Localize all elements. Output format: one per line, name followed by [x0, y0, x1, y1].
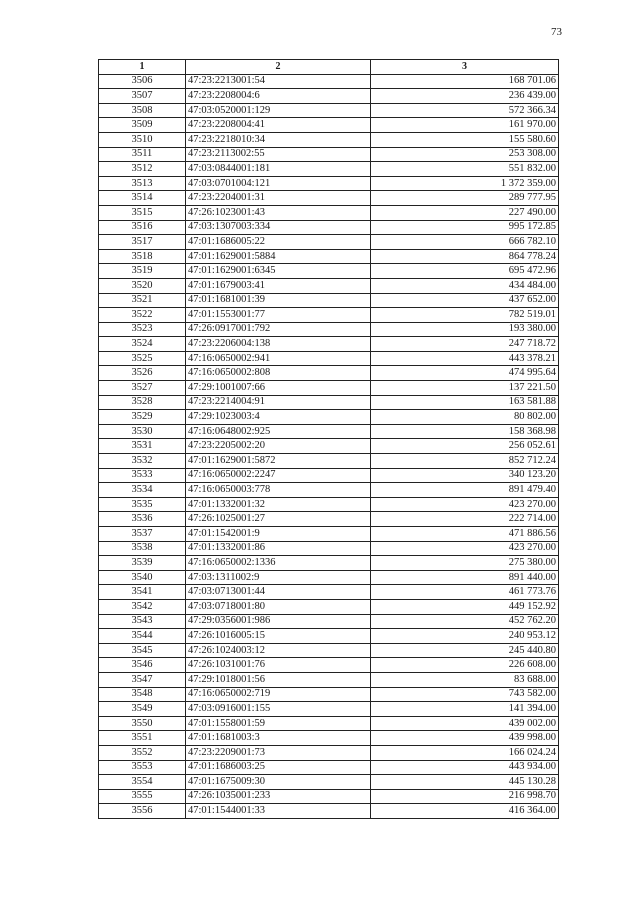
cadastral-value-cell: 572 366.34	[371, 103, 559, 118]
cadastral-number-cell: 47:29:1001007:66	[186, 381, 371, 396]
row-number-cell: 3555	[99, 789, 186, 804]
cadastral-value-cell: 275 380.00	[371, 556, 559, 571]
cadastral-value-cell: 253 308.00	[371, 147, 559, 162]
cadastral-value-cell: 891 479.40	[371, 483, 559, 498]
table-row	[99, 176, 559, 191]
cadastral-number-cell: 47:01:1686003:25	[186, 760, 371, 775]
row-number-cell: 3542	[99, 599, 186, 614]
table-row	[99, 585, 559, 600]
cadastral-value-cell: 1 372 359.00	[371, 176, 559, 191]
cadastral-number-cell: 47:03:1307003:334	[186, 220, 371, 235]
row-number-cell: 3512	[99, 162, 186, 177]
cadastral-value-cell: 236 439.00	[371, 89, 559, 104]
table-row	[99, 424, 559, 439]
cadastral-value-cell: 551 832.00	[371, 162, 559, 177]
cadastral-value-cell: 240 953.12	[371, 629, 559, 644]
table-body	[99, 74, 559, 818]
cadastral-number-cell: 47:01:1681003:3	[186, 731, 371, 746]
table-row	[99, 527, 559, 542]
table-row	[99, 264, 559, 279]
table-row	[99, 205, 559, 220]
cadastral-value-cell: 416 364.00	[371, 804, 559, 819]
cadastral-value-cell: 83 688.00	[371, 672, 559, 687]
cadastral-number-cell: 47:01:1629001:5884	[186, 249, 371, 264]
cadastral-number-cell: 47:16:0650002:941	[186, 351, 371, 366]
row-number-cell: 3535	[99, 497, 186, 512]
column-header-cadastral-number: 2	[186, 60, 371, 75]
cadastral-value-cell: 222 714.00	[371, 512, 559, 527]
cadastral-value-cell: 155 580.60	[371, 132, 559, 147]
row-number-cell: 3547	[99, 672, 186, 687]
cadastral-value-cell: 80 802.00	[371, 410, 559, 425]
cadastral-number-cell: 47:26:1031001:76	[186, 658, 371, 673]
cadastral-value-cell: 226 608.00	[371, 658, 559, 673]
table-row	[99, 760, 559, 775]
cadastral-number-cell: 47:01:1332001:32	[186, 497, 371, 512]
cadastral-value-cell: 852 712.24	[371, 454, 559, 469]
table-row	[99, 351, 559, 366]
table-row	[99, 74, 559, 89]
cadastral-number-cell: 47:26:0917001:792	[186, 322, 371, 337]
table-row	[99, 541, 559, 556]
table-row	[99, 658, 559, 673]
cadastral-value-cell: 864 778.24	[371, 249, 559, 264]
cadastral-number-cell: 47:01:1675009:30	[186, 775, 371, 790]
cadastral-value-cell: 245 440.80	[371, 643, 559, 658]
cadastral-number-cell: 47:03:0844001:181	[186, 162, 371, 177]
cadastral-value-cell: 423 270.00	[371, 541, 559, 556]
cadastral-value-cell: 782 519.01	[371, 308, 559, 323]
row-number-cell: 3538	[99, 541, 186, 556]
row-number-cell: 3548	[99, 687, 186, 702]
cadastral-value-cell: 666 782.10	[371, 235, 559, 250]
cadastral-value-cell: 695 472.96	[371, 264, 559, 279]
cadastral-value-cell: 443 378.21	[371, 351, 559, 366]
cadastral-value-cell: 995 172.85	[371, 220, 559, 235]
cadastral-number-cell: 47:26:1035001:233	[186, 789, 371, 804]
row-number-cell: 3545	[99, 643, 186, 658]
table-row	[99, 381, 559, 396]
table-row	[99, 687, 559, 702]
cadastral-number-cell: 47:29:1023003:4	[186, 410, 371, 425]
row-number-cell: 3515	[99, 205, 186, 220]
table-row	[99, 745, 559, 760]
row-number-cell: 3546	[99, 658, 186, 673]
table-row	[99, 395, 559, 410]
row-number-cell: 3518	[99, 249, 186, 264]
row-number-cell: 3516	[99, 220, 186, 235]
table-row	[99, 118, 559, 133]
cadastral-value-cell: 340 123.20	[371, 468, 559, 483]
cadastral-value-cell: 227 490.00	[371, 205, 559, 220]
page-number: 73	[551, 26, 562, 38]
row-number-cell: 3525	[99, 351, 186, 366]
cadastral-number-cell: 47:01:1629001:5872	[186, 454, 371, 469]
table-row	[99, 512, 559, 527]
table-row	[99, 132, 559, 147]
cadastral-value-cell: 158 368.98	[371, 424, 559, 439]
table-row	[99, 162, 559, 177]
row-number-cell: 3519	[99, 264, 186, 279]
row-number-cell: 3523	[99, 322, 186, 337]
row-number-cell: 3531	[99, 439, 186, 454]
row-number-cell: 3509	[99, 118, 186, 133]
table-row	[99, 629, 559, 644]
cadastral-number-cell: 47:16:0650003:778	[186, 483, 371, 498]
column-header-number: 1	[99, 60, 186, 75]
table-row	[99, 293, 559, 308]
cadastral-value-cell: 168 701.06	[371, 74, 559, 89]
cadastral-number-cell: 47:16:0650002:2247	[186, 468, 371, 483]
cadastral-number-cell: 47:23:2218010:34	[186, 132, 371, 147]
cadastral-number-cell: 47:16:0650002:808	[186, 366, 371, 381]
cadastral-number-cell: 47:16:0650002:1336	[186, 556, 371, 571]
table-row	[99, 804, 559, 819]
row-number-cell: 3549	[99, 702, 186, 717]
table-row	[99, 454, 559, 469]
row-number-cell: 3507	[99, 89, 186, 104]
column-header-value: 3	[371, 60, 559, 75]
row-number-cell: 3543	[99, 614, 186, 629]
cadastral-number-cell: 47:01:1544001:33	[186, 804, 371, 819]
cadastral-value-cell: 443 934.00	[371, 760, 559, 775]
table-row	[99, 220, 559, 235]
cadastral-number-cell: 47:23:2206004:138	[186, 337, 371, 352]
cadastral-number-cell: 47:29:0356001:986	[186, 614, 371, 629]
row-number-cell: 3541	[99, 585, 186, 600]
cadastral-value-cell: 452 762.20	[371, 614, 559, 629]
table-row	[99, 147, 559, 162]
row-number-cell: 3513	[99, 176, 186, 191]
table-row	[99, 308, 559, 323]
row-number-cell: 3514	[99, 191, 186, 206]
row-number-cell: 3552	[99, 745, 186, 760]
cadastral-value-cell: 891 440.00	[371, 570, 559, 585]
table-row	[99, 643, 559, 658]
cadastral-value-cell: 163 581.88	[371, 395, 559, 410]
row-number-cell: 3540	[99, 570, 186, 585]
row-number-cell: 3556	[99, 804, 186, 819]
cadastral-number-cell: 47:01:1686005:22	[186, 235, 371, 250]
row-number-cell: 3530	[99, 424, 186, 439]
cadastral-value-cell: 474 995.64	[371, 366, 559, 381]
cadastral-number-cell: 47:03:1311002:9	[186, 570, 371, 585]
cadastral-number-cell: 47:23:2209001:73	[186, 745, 371, 760]
table-row	[99, 672, 559, 687]
table-row	[99, 439, 559, 454]
table-row	[99, 410, 559, 425]
table-row	[99, 235, 559, 250]
row-number-cell: 3520	[99, 278, 186, 293]
cadastral-value-cell: 439 002.00	[371, 716, 559, 731]
row-number-cell: 3529	[99, 410, 186, 425]
row-number-cell: 3510	[99, 132, 186, 147]
cadastral-value-cell: 137 221.50	[371, 381, 559, 396]
cadastral-value-cell: 289 777.95	[371, 191, 559, 206]
cadastral-number-cell: 47:23:2214004:91	[186, 395, 371, 410]
cadastral-value-cell: 445 130.28	[371, 775, 559, 790]
table-row	[99, 103, 559, 118]
cadastral-value-cell: 141 394.00	[371, 702, 559, 717]
row-number-cell: 3528	[99, 395, 186, 410]
row-number-cell: 3524	[99, 337, 186, 352]
table-row	[99, 249, 559, 264]
cadastral-number-cell: 47:23:2208004:6	[186, 89, 371, 104]
row-number-cell: 3544	[99, 629, 186, 644]
cadastral-number-cell: 47:01:1558001:59	[186, 716, 371, 731]
cadastral-number-cell: 47:01:1553001:77	[186, 308, 371, 323]
row-number-cell: 3550	[99, 716, 186, 731]
cadastral-value-cell: 434 484.00	[371, 278, 559, 293]
row-number-cell: 3532	[99, 454, 186, 469]
table-row	[99, 731, 559, 746]
table-row	[99, 366, 559, 381]
cadastral-number-cell: 47:23:2208004:41	[186, 118, 371, 133]
cadastral-value-cell: 166 024.24	[371, 745, 559, 760]
table-row	[99, 789, 559, 804]
row-number-cell: 3527	[99, 381, 186, 396]
cadastral-number-cell: 47:26:1025001:27	[186, 512, 371, 527]
row-number-cell: 3534	[99, 483, 186, 498]
cadastral-value-cell: 437 652.00	[371, 293, 559, 308]
table-row	[99, 599, 559, 614]
cadastral-value-cell: 216 998.70	[371, 789, 559, 804]
row-number-cell: 3522	[99, 308, 186, 323]
cadastral-number-cell: 47:23:2204001:31	[186, 191, 371, 206]
cadastral-number-cell: 47:26:1023001:43	[186, 205, 371, 220]
cadastral-number-cell: 47:26:1016005:15	[186, 629, 371, 644]
cadastral-number-cell: 47:03:0718001:80	[186, 599, 371, 614]
cadastral-value-cell: 193 380.00	[371, 322, 559, 337]
cadastral-value-cell: 471 886.56	[371, 527, 559, 542]
cadastral-value-cell: 449 152.92	[371, 599, 559, 614]
cadastral-number-cell: 47:16:0650002:719	[186, 687, 371, 702]
table-row	[99, 278, 559, 293]
table-row	[99, 497, 559, 512]
cadastral-number-cell: 47:01:1681001:39	[186, 293, 371, 308]
cadastral-number-cell: 47:26:1024003:12	[186, 643, 371, 658]
cadastral-value-cell: 256 052.61	[371, 439, 559, 454]
row-number-cell: 3526	[99, 366, 186, 381]
cadastral-number-cell: 47:23:2113002:55	[186, 147, 371, 162]
table-row	[99, 702, 559, 717]
table-row	[99, 570, 559, 585]
row-number-cell: 3508	[99, 103, 186, 118]
cadastral-value-cell: 247 718.72	[371, 337, 559, 352]
cadastral-number-cell: 47:03:0916001:155	[186, 702, 371, 717]
table-row	[99, 89, 559, 104]
cadastral-number-cell: 47:03:0701004:121	[186, 176, 371, 191]
cadastral-value-table	[98, 59, 559, 819]
cadastral-number-cell: 47:01:1542001:9	[186, 527, 371, 542]
row-number-cell: 3511	[99, 147, 186, 162]
cadastral-number-cell: 47:03:0520001:129	[186, 103, 371, 118]
row-number-cell: 3533	[99, 468, 186, 483]
cadastral-value-cell: 423 270.00	[371, 497, 559, 512]
row-number-cell: 3536	[99, 512, 186, 527]
cadastral-number-cell: 47:01:1629001:6345	[186, 264, 371, 279]
table-row	[99, 468, 559, 483]
cadastral-value-cell: 161 970.00	[371, 118, 559, 133]
cadastral-value-cell: 743 582.00	[371, 687, 559, 702]
row-number-cell: 3506	[99, 74, 186, 89]
table-row	[99, 614, 559, 629]
table-row	[99, 322, 559, 337]
table-header-row	[99, 60, 559, 75]
row-number-cell: 3537	[99, 527, 186, 542]
table-row	[99, 337, 559, 352]
cadastral-number-cell: 47:01:1679003:41	[186, 278, 371, 293]
cadastral-number-cell: 47:16:0648002:925	[186, 424, 371, 439]
row-number-cell: 3554	[99, 775, 186, 790]
row-number-cell: 3517	[99, 235, 186, 250]
cadastral-number-cell: 47:03:0713001:44	[186, 585, 371, 600]
cadastral-number-cell: 47:01:1332001:86	[186, 541, 371, 556]
cadastral-number-cell: 47:23:2205002:20	[186, 439, 371, 454]
cadastral-number-cell: 47:29:1018001:56	[186, 672, 371, 687]
row-number-cell: 3553	[99, 760, 186, 775]
table-row	[99, 775, 559, 790]
row-number-cell: 3521	[99, 293, 186, 308]
table-row	[99, 556, 559, 571]
table-row	[99, 716, 559, 731]
cadastral-value-cell: 461 773.76	[371, 585, 559, 600]
table-row	[99, 483, 559, 498]
table-row	[99, 191, 559, 206]
row-number-cell: 3539	[99, 556, 186, 571]
row-number-cell: 3551	[99, 731, 186, 746]
cadastral-value-cell: 439 998.00	[371, 731, 559, 746]
cadastral-number-cell: 47:23:2213001:54	[186, 74, 371, 89]
